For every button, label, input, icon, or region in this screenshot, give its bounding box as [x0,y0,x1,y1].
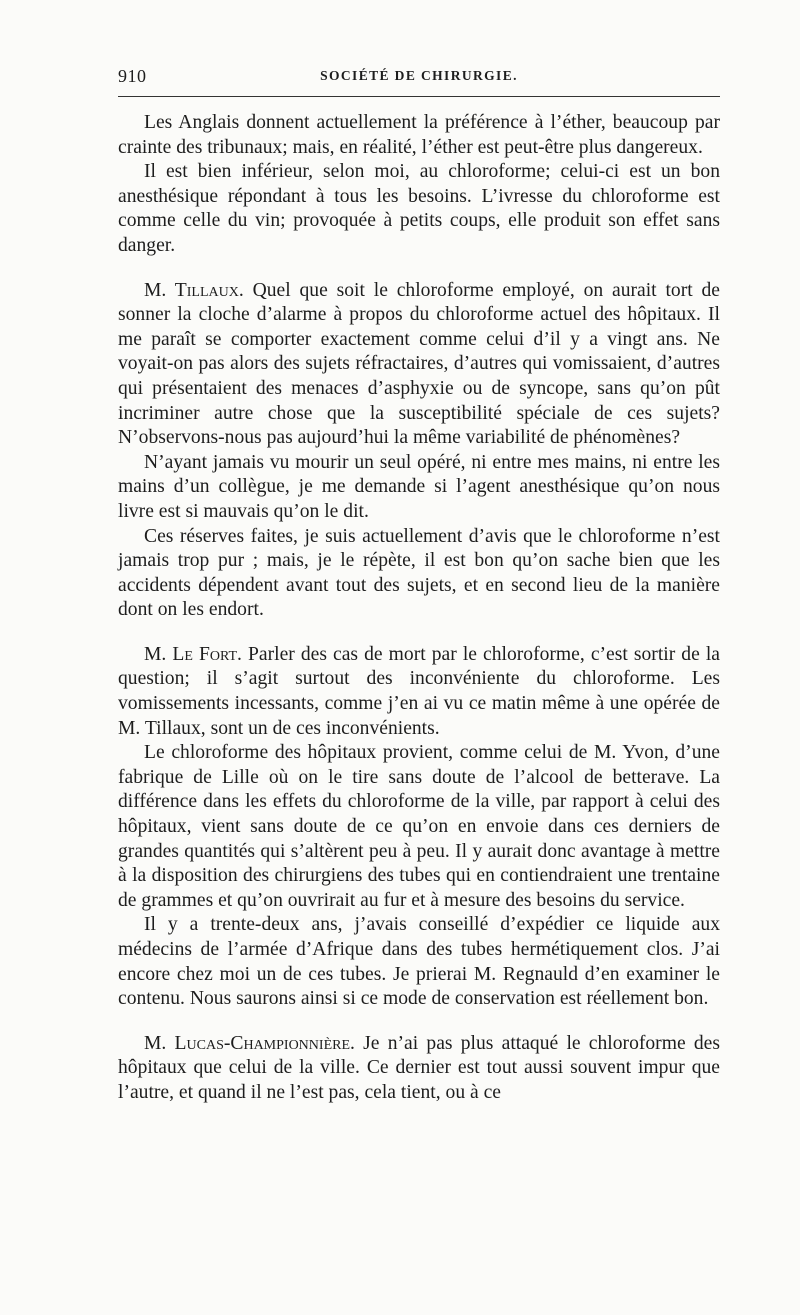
paragraph: Il y a trente-deux ans, j’avais conseillé d’expédier ce liquide aux médecins de l’armée d’Afrique dans des tubes hermétiquement clos. J’ai encore chez moi un de ces tubes. Je prierai M. Regnauld d’en examiner le contenu. Nous saurons ainsi si ce mode de conservation est réellement bon. [118,914,720,1010]
running-title: SOCIÉTÉ DE CHIRURGIE. [320,68,518,83]
paragraph: Le chloroforme des hôpitaux provient, comme celui de M. Yvon, d’une fabrique de Lille où on le tire sans doute de l’alcool de betterave. La différence dans les effets du chloroforme de la ville, par rapport à celui des hôpitaux, vient sans doute de ce qu’on en envoie dans ces derniers de grandes quantités qui s’altèrent peu à peu. Il y aurait donc avantage à mettre à la disposition des chirurgiens des tubes qui en contiendraient une trentaine de grammes et qu’on ouvrirait au fur et à mesure des besoins du service. [118,742,720,911]
speech-tillaux [118,279,720,451]
paragraph: N’ayant jamais vu mourir un seul opéré, ni entre mes mains, ni entre les mains d’un collègue, je me demande si l’agent anesthésique qu’on nous livre est si mauvais qu’on le dit. [118,451,720,522]
running-head [118,62,720,92]
speaker-name: M. Tillaux. [144,279,244,301]
body-text [118,111,720,1106]
speech-text: Parler des cas de mort par le chloroforme, c’est sortir de la question; il s’agit surtout des inconvéniente du chloroforme. Les vomissements incessants, comme j’en ai vu ce matin même à une opérée de M. Tillaux, sont un de ces inconvénients. [118,643,720,739]
speaker-name: M. Le Fort. [144,643,242,665]
paragraph: Il est bien inférieur, selon moi, au chloroforme; celui-ci est un bon anesthésique répondant à tous les besoins. L’ivresse du chloroforme est comme celle du vin; provoquée à petits coups, elle produit son effet sans danger. [118,161,720,256]
header-rule [118,96,720,97]
paragraph: Les Anglais donnent actuellement la préférence à l’éther, beaucoup par crainte des tribunaux; mais, en réalité, l’éther est peut-être plus dangereux. [118,112,720,158]
speech-lucas-championniere [118,1032,720,1106]
speech-text: Quel que soit le chloroforme employé, on aurait tort de sonner la cloche d’alarme à propos du chloroforme actuel des hôpitaux. Il me paraît se comporter exactement comme celui d’il y a vingt ans. Ne voyait-on pas alors des sujets réfractaires, d’autres qui vomissaient, d’autres qui présentaient des menaces d’asphyxie ou de syncope, sans qu’on pût incriminer autre chose que la susceptibilité spéciale de ces sujets? N’observons-nous pas aujourd’hui la même variabilité de phénomènes? [118,279,720,449]
speech-text: Je n’ai pas plus attaqué le chloroforme des hôpitaux que celui de la ville. Ce dernier est tout aussi souvent impur que l’autre, et quand il ne l’est pas, cela tient, ou à ce [118,1032,720,1103]
speech-le-fort [118,643,720,741]
page-number: 910 [118,66,147,86]
speaker-name: M. Lucas-Championnière. [144,1032,355,1054]
book-page [118,62,720,1106]
paragraph: Ces réserves faites, je suis actuellement d’avis que le chloroforme n’est jamais trop pur ; mais, je le répète, il est bon qu’on sache bien que les accidents dépendent avant tout des sujets, et en second lieu de la manière dont on les endort. [118,525,720,621]
